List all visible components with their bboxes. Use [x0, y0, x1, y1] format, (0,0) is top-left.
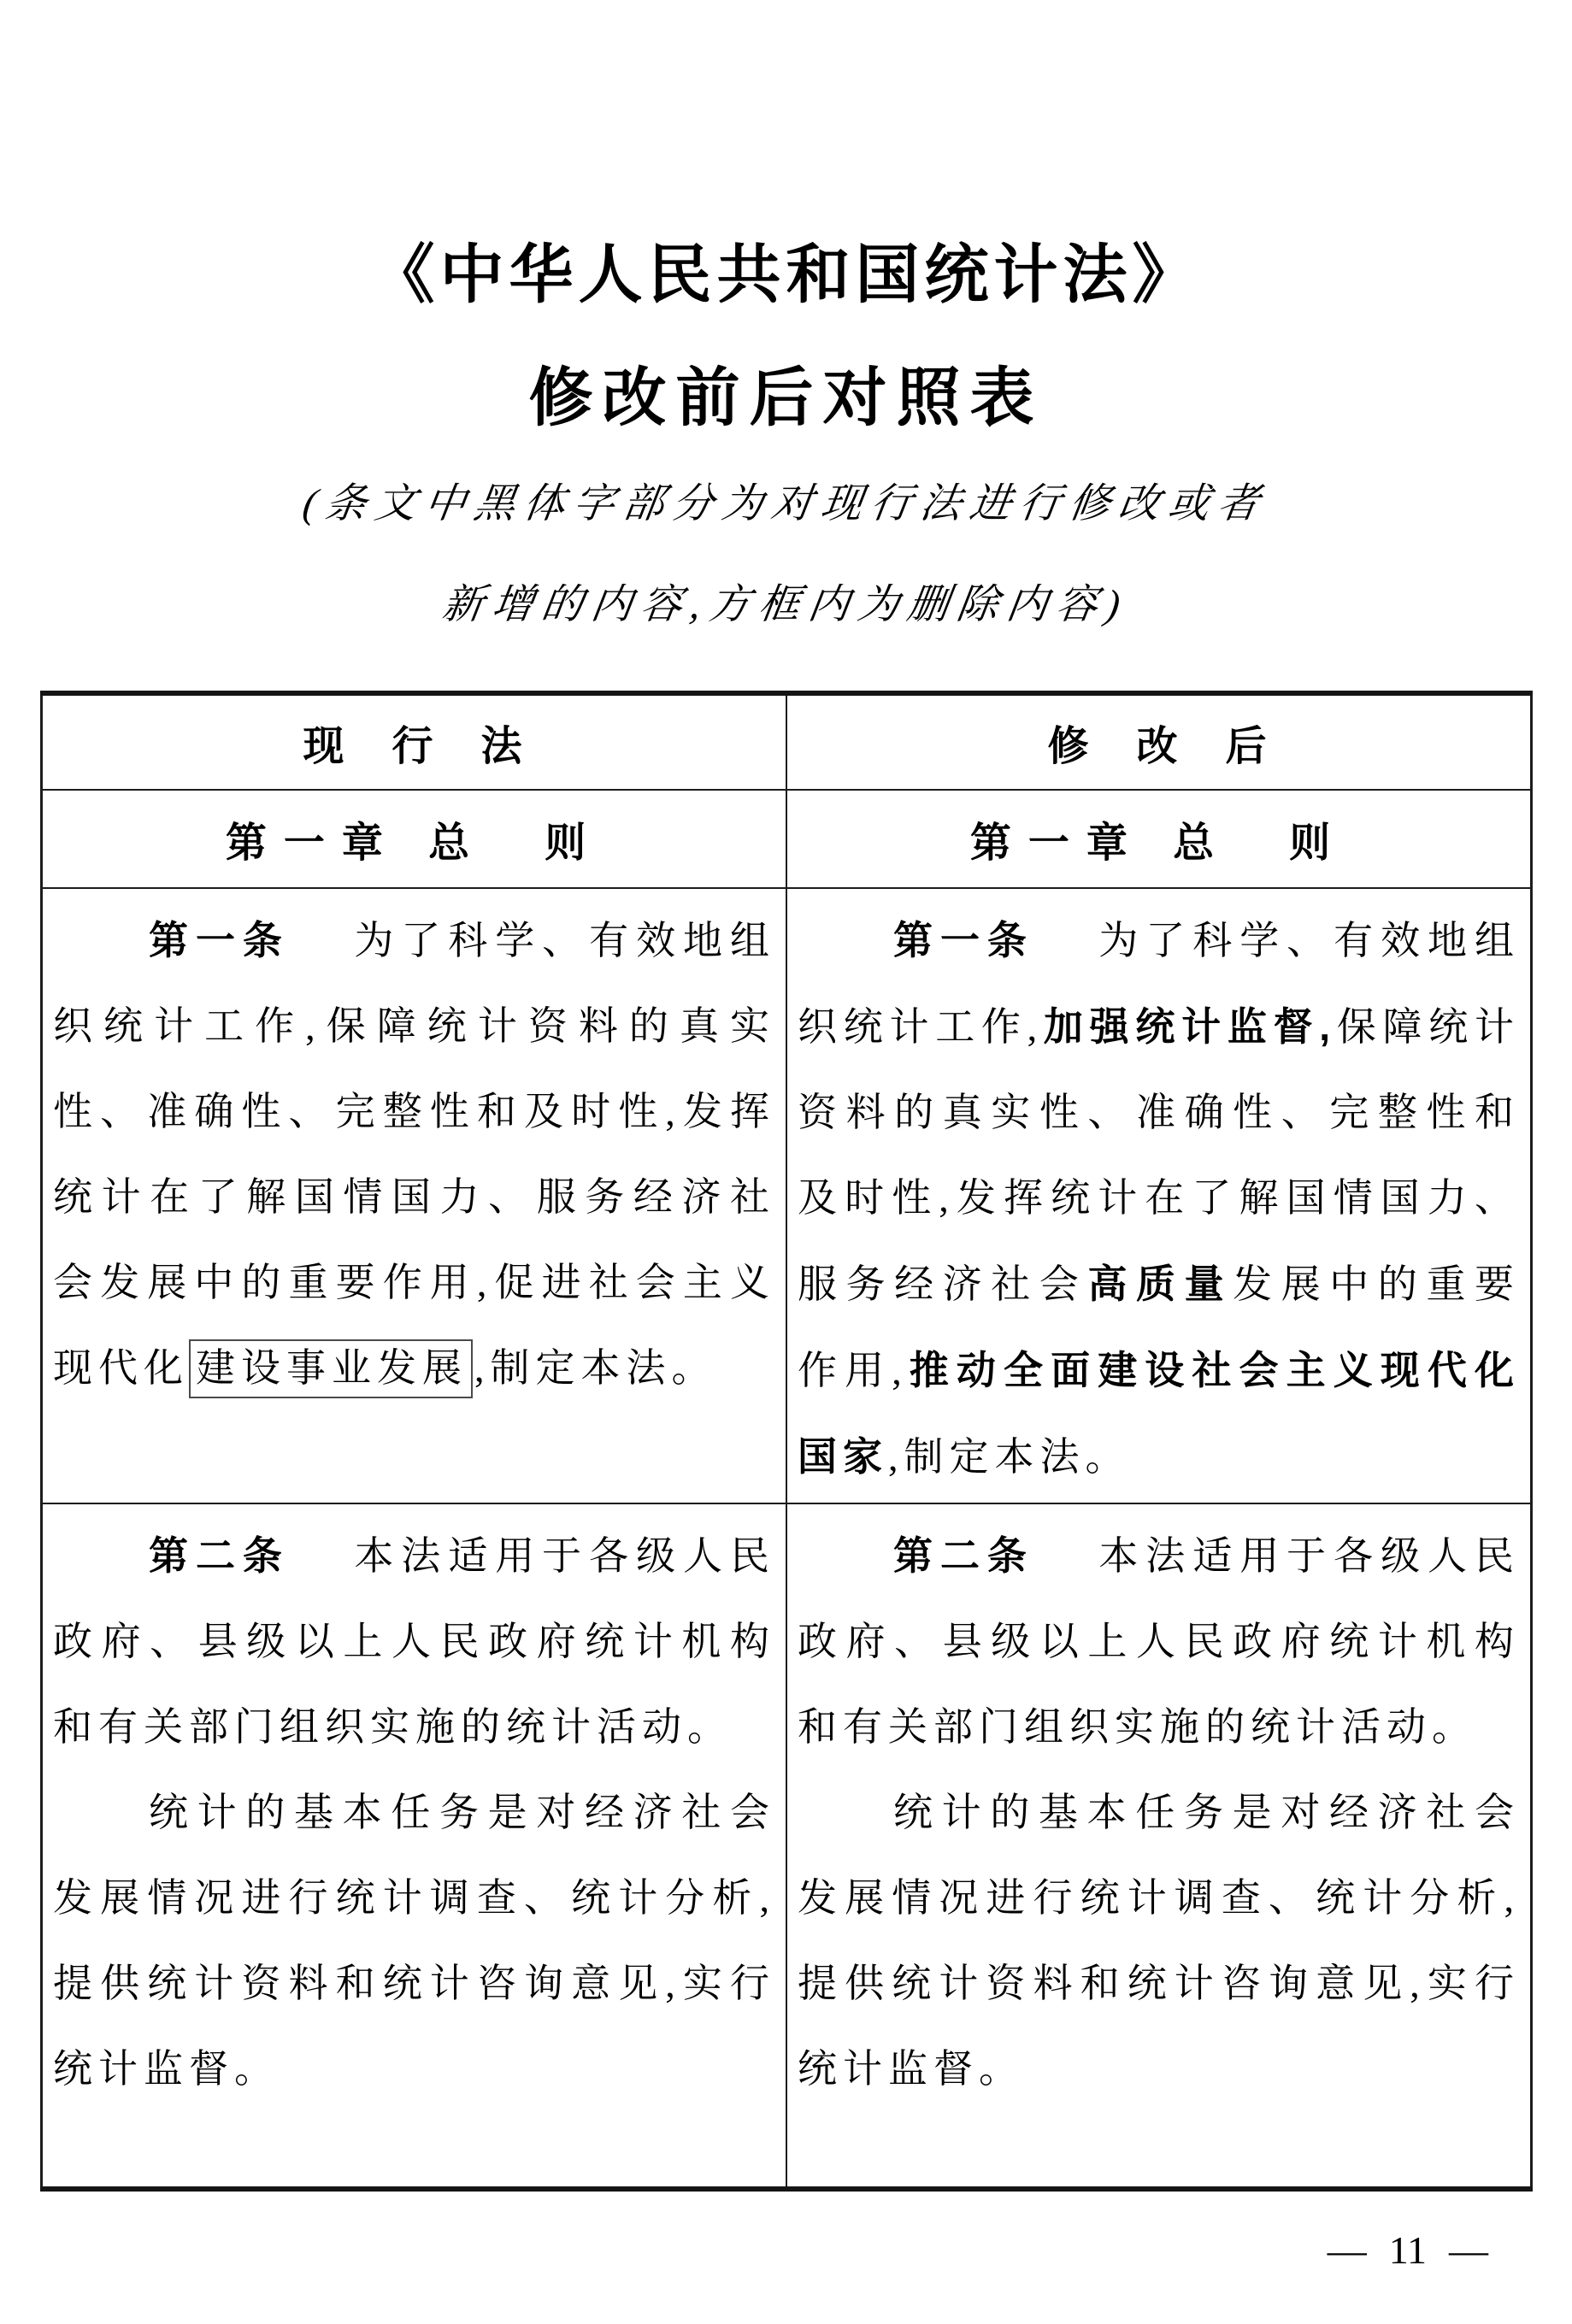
doc-subtitle-line1: (条文中黑体字部分为对现行法进行修改或者 [300, 481, 1271, 527]
page-number: 11 [1388, 2228, 1427, 2272]
article2-current-cell: 第二条 本法适用于各级人民政府、县级以上人民政府统计机构和有关部门组织实施的统计活动。 统计的基本任务是对经济社会发展情况进行统计调查、统计分析,提供统计资料和统计咨询意见,实行统计监督。 [42, 1503, 787, 2189]
chapter-heading-revised: 第一章 总 则 [786, 790, 1532, 888]
article2-row [42, 1503, 1532, 2189]
page-number-footer [1305, 2227, 1510, 2273]
doc-title-line1: 《中华人民共和国统计法》 [370, 240, 1202, 311]
table-header-row [42, 693, 1532, 790]
chapter-row [42, 790, 1532, 888]
column-header-revised: 修 改 后 [786, 693, 1532, 790]
article1-current-cell: 第一条 为了科学、有效地组织统计工作,保障统计资料的真实性、准确性、完整性和及时性,发挥统计在了解国情国力、服务经济社会发展中的重要作用,促进社会主义现代化 建设事业发展 ,制定本法。 [42, 888, 787, 1503]
footer-left-dash: — [1327, 2228, 1367, 2272]
article1-row [42, 888, 1532, 1503]
doc-title-line2: 修改前后对照表 [528, 363, 1044, 434]
chapter-heading-current: 第一章 总 则 [42, 790, 787, 888]
doc-subtitle-line2: 新增的内容,方框内为删除内容) [439, 582, 1132, 627]
comparison-table [40, 691, 1533, 2192]
article1-revised-cell: 第一条 为了科学、有效地组织统计工作,加强统计监督,保障统计资料的真实性、准确性、完整性和及时性,发挥统计在了解国情国力、服务经济社会高质量发展中的重要作用,推动全面建设社会主义现代化国家,制定本法。 [786, 888, 1532, 1503]
article2-revised-cell: 第二条 本法适用于各级人民政府、县级以上人民政府统计机构和有关部门组织实施的统计活动。 统计的基本任务是对经济社会发展情况进行统计调查、统计分析,提供统计资料和统计咨询意见,实行统计监督。 [786, 1503, 1532, 2189]
footer-right-dash: — [1449, 2228, 1488, 2272]
column-header-current-law: 现 行 法 [42, 693, 787, 790]
